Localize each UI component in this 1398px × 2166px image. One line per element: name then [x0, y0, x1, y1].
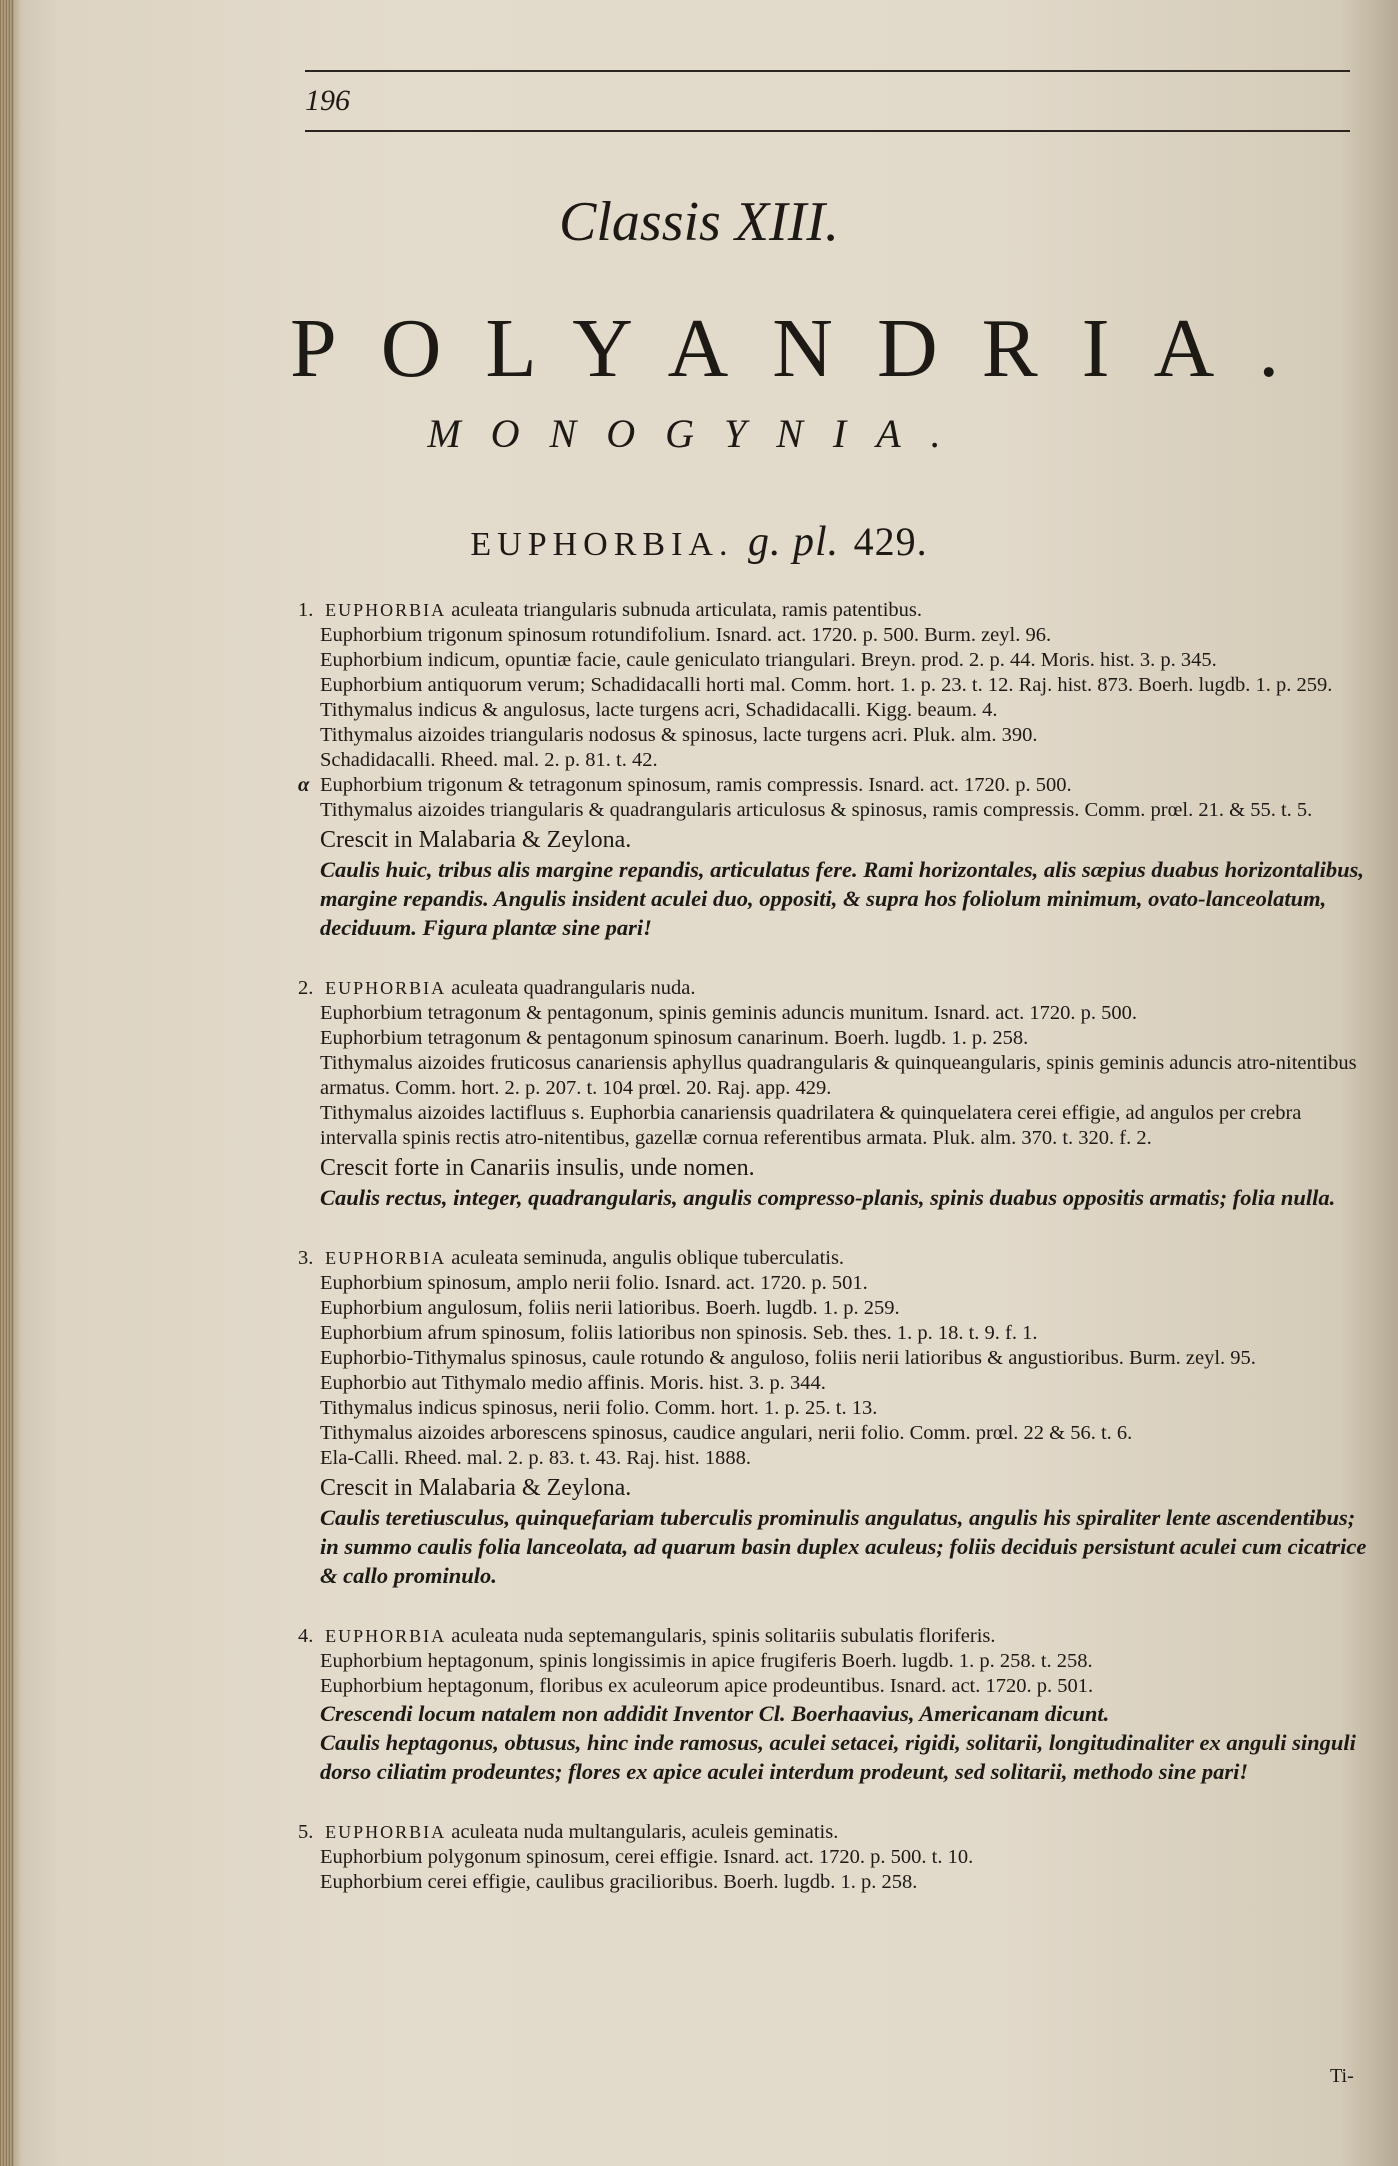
variety-mark: α: [298, 774, 310, 796]
entry-diagnosis: aculeata quadrangularis nuda.: [451, 977, 696, 999]
synonym: Tithymalus aizoides fruticosus canariensis aphyllus quadrangularis & quinqueangularis, spinis geminis aduncis atro-nitentibus armatus. Comm. hort. 2. p. 207. t. 104 prœl. 20. Raj. app. 429.: [320, 1052, 1357, 1099]
genus-number: 429.: [853, 519, 928, 564]
top-rule: [305, 70, 1350, 72]
entry-3: [298, 1246, 1370, 1590]
page-edge: [0, 0, 14, 2166]
synonym: Ela-Calli. Rheed. mal. 2. p. 83. t. 43. Raj. hist. 1888.: [320, 1447, 752, 1469]
synonym: Tithymalus indicus & angulosus, lacte turgens acri, Schadidacalli. Kigg. beaum. 4.: [320, 699, 998, 721]
synonym: Euphorbium cerei effigie, caulibus gracilioribus. Boerh. lugdb. 1. p. 258.: [320, 1871, 918, 1893]
synonym: Euphorbium angulosum, foliis nerii latioribus. Boerh. lugdb. 1. p. 259.: [320, 1297, 900, 1319]
habitat: Crescit in Malabaria & Zeylona.: [320, 827, 632, 853]
entry-diagnosis: aculeata nuda septemangularis, spinis solitariis subulatis floriferis.: [451, 1625, 996, 1647]
entry-genus: EUPHORBIA: [325, 1248, 447, 1268]
habitat: Crescit forte in Canariis insulis, unde nomen.: [320, 1155, 755, 1181]
entry-head: [298, 1820, 1370, 1845]
entry-number: 2.: [298, 977, 314, 999]
genus-ref: g. pl.: [747, 519, 840, 565]
entry-head: [298, 598, 1370, 623]
synonym: Tithymalus indicus spinosus, nerii folio. Comm. hort. 1. p. 25. t. 13.: [320, 1397, 878, 1419]
variety-line: [298, 773, 1370, 798]
entry-number: 5.: [298, 1821, 314, 1843]
entry-head: [298, 1624, 1370, 1649]
entry-genus: EUPHORBIA: [325, 1822, 447, 1842]
synonym: Euphorbium heptagonum, floribus ex aculeorum apice prodeuntibus. Isnard. act. 1720. p. 501.: [320, 1675, 1094, 1697]
description: Caulis teretiusculus, quinquefariam tuberculis prominulis angulatus, angulis his spiraliter lente ascendentibus; in summo caulis folia lanceolata, ad quarum basin duplex aculeus; foliis deciduis persistunt aculei cum cicatrice & callo prominulo.: [320, 1505, 1367, 1588]
synonym: Euphorbio-Tithymalus spinosus, caule rotundo & anguloso, foliis nerii latioribus & angustioribus. Burm. zeyl. 95.: [320, 1347, 1256, 1369]
entry-1: [298, 598, 1370, 942]
synonym: Euphorbium tetragonum & pentagonum, spinis geminis aduncis munitum. Isnard. act. 1720. p. 500.: [320, 1002, 1138, 1024]
description: Caulis huic, tribus alis margine repandis, articulatus fere. Rami horizontales, alis sæpius duabus horizontalibus, margine repandis. Angulis insident aculei duo, oppositi, & supra hos foliolum minimum, ovato-lanceolatum, deciduum. Figura plantæ sine pari!: [320, 857, 1365, 940]
entry-diagnosis: aculeata nuda multangularis, aculeis geminatis.: [451, 1821, 839, 1843]
synonym: Euphorbium spinosum, amplo nerii folio. Isnard. act. 1720. p. 501.: [320, 1272, 868, 1294]
header-rule: [305, 130, 1350, 132]
entry-head: [298, 1246, 1370, 1271]
entry-genus: EUPHORBIA: [325, 978, 447, 998]
entry-number: 1.: [298, 599, 314, 621]
genus-name: EUPHORBIA.: [470, 526, 734, 563]
entry-2: [298, 976, 1370, 1212]
entry-number: 4.: [298, 1625, 314, 1647]
description: Caulis heptagonus, obtusus, hinc inde ramosus, aculei setacei, rigidi, solitarii, longitudinaliter ex anguli singuli dorso ciliatim prodeuntes; flores ex apice aculei interdum prodeunt, sed solitarii, methodo sine pari!: [320, 1730, 1356, 1784]
synonym: Tithymalus aizoides lactifluus s. Euphorbia canariensis quadrilatera & quinquelatera cerei effigie, ad angulos per crebra intervalla spinis rectis atro-nitentibus, gazellæ cornua referentibus armata. Pluk. alm. 370. t. 320. f. 2.: [320, 1102, 1302, 1149]
synonym: Tithymalus aizoides arborescens spinosus, caudice angulari, nerii folio. Comm. prœl. 22 & 56. t. 6.: [320, 1422, 1133, 1444]
entry-genus: EUPHORBIA: [325, 1626, 447, 1646]
synonym: Euphorbium tetragonum & pentagonum spinosum canarinum. Boerh. lugdb. 1. p. 258.: [320, 1027, 1029, 1049]
entry-genus: EUPHORBIA: [325, 600, 447, 620]
habitat: Crescit in Malabaria & Zeylona.: [320, 1475, 632, 1501]
synonym: Euphorbio aut Tithymalo medio affinis. Moris. hist. 3. p. 344.: [320, 1372, 826, 1394]
description: Caulis rectus, integer, quadrangularis, angulis compresso-planis, spinis duabus oppositis armatis; folia nulla.: [320, 1185, 1336, 1210]
synonym: Euphorbium polygonum spinosum, cerei effigie. Isnard. act. 1720. p. 500. t. 10.: [320, 1846, 974, 1868]
synonym: Schadidacalli. Rheed. mal. 2. p. 81. t. 42.: [320, 749, 658, 771]
synonym: Euphorbium trigonum spinosum rotundifolium. Isnard. act. 1720. p. 500. Burm. zeyl. 96.: [320, 624, 1052, 646]
synonym: Tithymalus aizoides triangularis nodosus & spinosus, lacte turgens acri. Pluk. alm. 390.: [320, 724, 1038, 746]
main-title: POLYANDRIA.: [290, 302, 1324, 395]
entry-diagnosis: aculeata triangularis subnuda articulata, ramis patentibus.: [451, 599, 923, 621]
synonym: Euphorbium afrum spinosum, foliis latioribus non spinosis. Seb. thes. 1. p. 18. t. 9. f. 1.: [320, 1322, 1038, 1344]
entry-diagnosis: aculeata seminuda, angulis oblique tuberculatis.: [451, 1247, 845, 1269]
habitat: Crescendi locum natalem non addidit Inventor Cl. Boerhaavius, Americanam dicunt.: [320, 1701, 1110, 1726]
synonym: Euphorbium heptagonum, spinis longissimis in apice frugiferis Boerh. lugdb. 1. p. 258. t. 258.: [320, 1650, 1093, 1672]
genus-title: [0, 518, 1398, 566]
sub-title: MONOGYNIA.: [427, 411, 971, 456]
entry-5: [298, 1820, 1370, 1895]
entry-head: [298, 976, 1370, 1001]
entries-list: [298, 598, 1370, 1929]
entry-number: 3.: [298, 1247, 314, 1269]
synonym: Euphorbium antiquorum verum; Schadidacalli horti mal. Comm. hort. 1. p. 23. t. 12. Raj. hist. 873. Boerh. lugdb. 1. p. 259.: [320, 674, 1333, 696]
page-number: 196: [305, 84, 350, 117]
variety-synonym: Euphorbium trigonum & tetragonum spinosum, ramis compressis. Isnard. act. 1720. p. 500.: [320, 774, 1072, 796]
catchword: Ti-: [1330, 2065, 1354, 2087]
entry-4: [298, 1624, 1370, 1786]
variety-synonym: Tithymalus aizoides triangularis & quadrangularis articulosus & spinosus, ramis compressis. Comm. prœl. 21. & 55. t. 5.: [320, 799, 1313, 821]
synonym: Euphorbium indicum, opuntiæ facie, caule geniculato triangulari. Breyn. prod. 2. p. 44. Moris. hist. 3. p. 345.: [320, 649, 1217, 671]
class-title: Classis XIII.: [559, 191, 839, 253]
